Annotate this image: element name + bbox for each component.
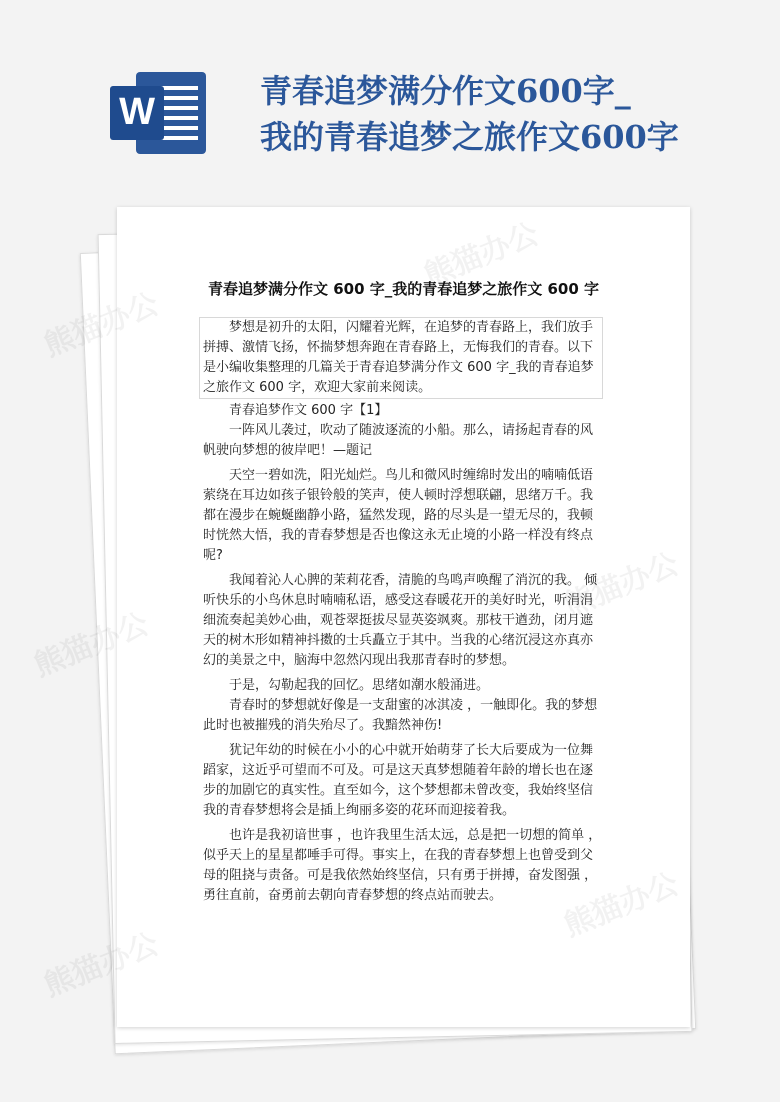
- body-paragraph: 青春时的梦想就好像是一支甜蜜的冰淇凌 ，一触即化。我的梦想此时也被摧残的消失殆尽了。我黯然神伤!: [203, 698, 598, 733]
- svg-text:W: W: [119, 91, 155, 133]
- page-title: [260, 68, 760, 160]
- intro-paragraph: 梦想是初升的太阳，闪耀着光辉，在追梦的青春路上，我们放手拼搏、激情飞扬，怀揣梦想奔跑在青春路上，无悔我们的青春。以下是小编收集整理的几篇关于青春追梦满分作文 600 字_我的青春追梦之旅作文 600 字，欢迎大家前来阅读。: [199, 317, 603, 399]
- page-header: [0, 0, 780, 200]
- body-paragraph: 我闻着沁人心脾的茉莉花香，清脆的鸟鸣声唤醒了消沉的我。 倾听快乐的小鸟休息时喃喃私语，感受这春暖花开的美好时光，听涓涓细流奏起美妙心曲，观苍翠挺拔尽显英姿飒爽。那枝干遒劲，闭月遮天的树木形如精神抖擞的士兵矗立于其中。当我的心绪沉浸这亦真亦幻的美景之中，脑海中忽然闪现出我那青春时的梦想。: [203, 573, 598, 668]
- watermark: 熊猫办公: [29, 606, 154, 684]
- body-paragraph: 也许是我初谙世事 ，也许我里生活太远，总是把一切想的简单 ，似乎天上的星星都唾手可得。事实上，在我的青春梦想上也曾受到父母的阻挠与责备。可是我依然始终坚信，只有勇于拼搏，奋发图强 ，勇往直前，奋勇前去朝向青春梦想的终点站而驶去。: [203, 828, 602, 903]
- document-page: [117, 207, 690, 1027]
- section-heading: 青春追梦作文 600 字【1】: [229, 403, 388, 418]
- body-paragraph: 犹记年幼的时候在小小的心中就开始萌芽了长大后要成为一位舞蹈家，这近乎可望而不可及。可是这天真梦想随着年龄的增长也在逐步的加剧它的真实性。直至如今，这个梦想都未曾改变，我始终坚信我的青春梦想将会是插上绚丽多姿的花环而迎接着我。: [203, 743, 594, 818]
- body-paragraph: 一阵风儿袭过，吹动了随波逐流的小船。那么，请扬起青春的风帆驶向梦想的彼岸吧！—题记: [203, 423, 594, 458]
- body-paragraph: 于是，勾勒起我的回忆。思绪如潮水般涌进。: [229, 678, 490, 693]
- watermark: 熊猫办公: [39, 926, 164, 1004]
- body-paragraph: 天空一碧如洗，阳光灿烂。鸟儿和微风时缠绵时发出的喃喃低语萦绕在耳边如孩子银铃般的笑声，使人顿时浮想联翩，思绪万千。我都在漫步在蜿蜒幽静小路，猛然发现，路的尽头是一望无尽的，我顿时恍然大悟，我的青春梦想是否也像这永无止境的小路一样没有终点呢?: [203, 468, 594, 563]
- page-title-line-2: 我的青春追梦之旅作文600字: [260, 118, 679, 156]
- document-body: [203, 317, 603, 911]
- word-icon: [108, 68, 208, 158]
- page-title-line-1: 青春追梦满分作文600字_: [260, 72, 631, 110]
- document-title: 青春追梦满分作文 600 字_我的青春追梦之旅作文 600 字: [207, 280, 599, 298]
